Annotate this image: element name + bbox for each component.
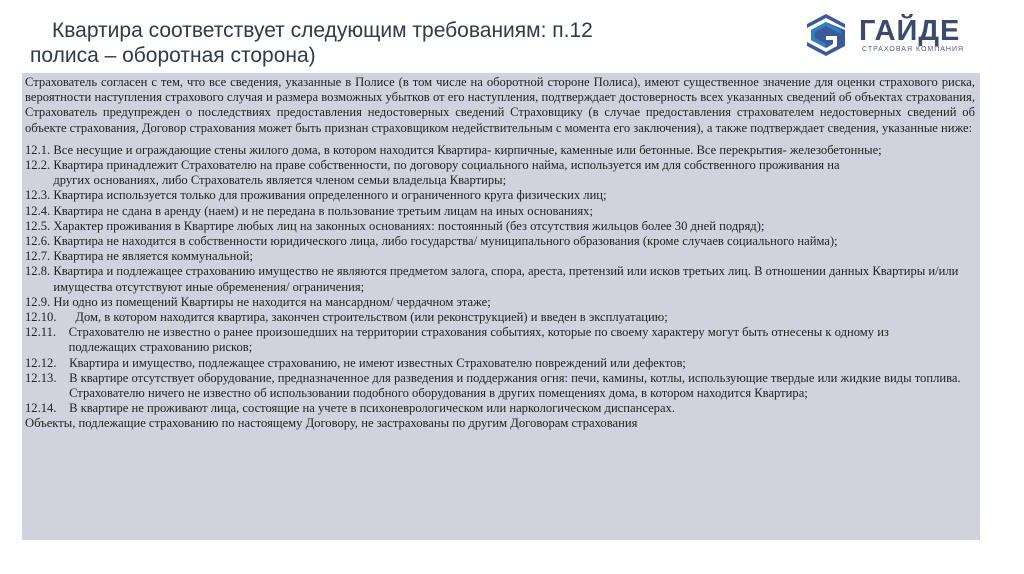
- item-text: В квартире не проживают лица, состоящие на учете в психоневрологическом или наркологическом диспансерах.: [69, 401, 676, 416]
- item-number: 12.6.: [25, 234, 54, 249]
- list-item: [25, 204, 975, 219]
- item-text: Дом, в котором находится квартира, закончен строительством (или реконструкцией) и введен в эксплуатацию;: [75, 310, 668, 325]
- item-text: Все несущие и ограждающие стены жилого дома, в котором находится Квартира- кирпичные, каменные или бетонные. Все перекрытия- железобетонные;: [53, 142, 882, 157]
- item-number: 12.1.: [25, 142, 54, 157]
- item-text: Квартира используется только для проживания определенного и ограниченного круга физических лиц;: [53, 188, 607, 203]
- list-item: [25, 371, 975, 401]
- item-text: Квартира и подлежащее страхованию имущество не являются предметом залога, спора, ареста, претензий или исков третьих лиц. В отношении данных Квартиры и/или имущества отсутствуют иные обременения/ ограничения;: [53, 264, 959, 294]
- requirements-list: [25, 143, 975, 417]
- company-logo: [803, 12, 1003, 58]
- list-item: [25, 188, 975, 203]
- item-number: 12.9.: [25, 294, 54, 309]
- list-item: [25, 310, 975, 325]
- item-number: 12.2.: [25, 158, 54, 173]
- item-number: 12.14.: [25, 401, 70, 416]
- item-number: 12.13.: [25, 370, 70, 385]
- item-number: 12.10.: [25, 310, 76, 325]
- list-item: [25, 401, 975, 416]
- item-number: 12.11.: [25, 325, 69, 340]
- item-number: 12.8.: [25, 264, 54, 279]
- list-item: [25, 143, 975, 158]
- list-item: [25, 234, 975, 249]
- item-text: Квартира не является коммунальной;: [53, 249, 253, 264]
- page-title-line-1: Квартира соответствует следующим требованиям: п.12: [52, 19, 593, 42]
- list-item: [25, 249, 975, 264]
- list-item: [25, 356, 975, 371]
- item-text: Квартира не сдана в аренду (наем) и не передана в пользование третьим лицам на иных основаниях;: [53, 203, 593, 218]
- item-text: Страхователю не известно о ранее произошедших на территории страхования событиях, которые по своему характеру могут быть отнесены к одному из подлежащих страхованию рисков;: [68, 325, 889, 355]
- gaide-logo-icon: [803, 12, 849, 58]
- list-item: [25, 264, 975, 294]
- item-number: 12.4.: [25, 203, 54, 218]
- list-item: [25, 219, 975, 234]
- list-item: [25, 325, 975, 355]
- item-text: Ни одно из помещений Квартиры не находится на мансардном/ чердачном этаже;: [53, 294, 491, 309]
- item-text: Квартира не находится в собственности юридического лица, либо государства/ муниципального образования (кроме случаев социального найма);: [53, 234, 838, 249]
- intro-paragraph: Страхователь согласен с тем, что все сведения, указанные в Полисе (в том числе на оборотной стороне Полиса), имеют существенное значение для оценки страхового риска, вероятности наступления страхового случая и размера возможных убытков от его наступления, подтверждает достоверность всех указанных сведений об объектах страхования, Страхователь предупрежден о последствиях предоставления недостоверных сведений Страховщику (в случае предоставления страхователем недостоверных сведений об объекте страхования, Договор страхования может быть признан страховщиком недействительным с момента его заключения), а также подтверждает сведения, указанные ниже:: [25, 75, 975, 135]
- item-number: 12.5.: [25, 218, 54, 233]
- footer-note: Объекты, подлежащие страхованию по настоящему Договору, не застрахованы по другим Договорам страхования: [25, 416, 638, 431]
- item-number: 12.12.: [25, 355, 70, 370]
- list-item: [25, 158, 975, 188]
- requirements-panel: [22, 73, 980, 540]
- item-text: Квартира и имущество, подлежащее страхованию, не имеют известных Страхователю повреждений или дефектов;: [69, 355, 686, 370]
- page-title-line-2: полиса – оборотная сторона): [30, 44, 316, 67]
- item-text: В квартире отсутствует оборудование, предназначенное для разведения и поддержания огня: печи, камины, котлы, использующие твердые или жидкие виды топлива. Страхователю ничего не известно об использовании подобного оборудования в других помещениях дома, в котором находится Квартира;: [69, 370, 961, 401]
- logo-subtitle: СТРАХОВАЯ КОМПАНИЯ: [862, 46, 965, 53]
- list-item: [25, 295, 975, 310]
- item-text: Характер проживания в Квартире любых лиц на законных основаниях: постоянный (без отсутствия жильцов более 30 дней подряд);: [53, 218, 765, 233]
- item-text: Квартира принадлежит Страхователю на праве собственности, по договору социального найма, используется им для собственного проживания на других основаниях, либо Страхователь является членом семьи владельца Квартиры;: [53, 158, 840, 188]
- logo-wordmark: ГАЙДЕ: [859, 15, 961, 47]
- item-number: 12.3.: [25, 188, 54, 203]
- page-title: [30, 18, 750, 68]
- item-number: 12.7.: [25, 249, 54, 264]
